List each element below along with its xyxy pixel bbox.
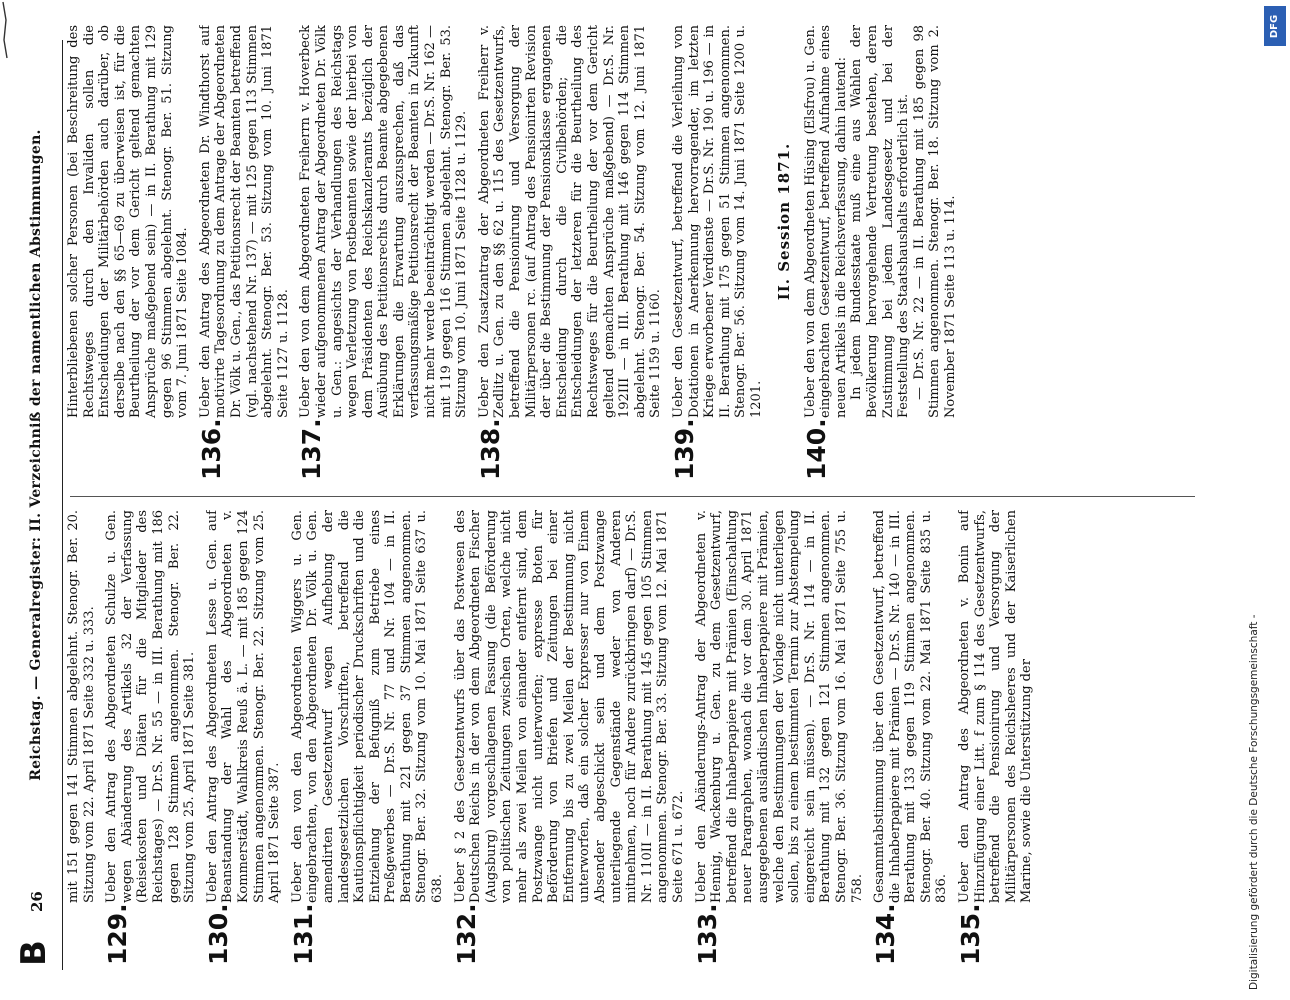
entry-130 (205, 510, 283, 965)
entry-133 (694, 510, 866, 965)
dfg-logo (1264, 6, 1286, 46)
entry-number: 134. (871, 903, 901, 965)
entry-number: 131. (288, 903, 318, 965)
entry-number: 136. (196, 418, 226, 480)
dfg-logo-text: DFG (1269, 14, 1281, 38)
binding-mark-icon (0, 0, 14, 60)
column-divider (70, 496, 1195, 497)
session-heading: II. Session 1871. (774, 142, 793, 301)
entry-text: Ueber den Abänderungs-Antrag der Abgeordneten v. Hennig, Wackenburg u. Gen. zu dem Gesetzentwurf, betreffend die Inhaberpapiere mit Prämien (Einschaltung neuer Paragraphen, wonach die vor dem 30. April 1871 ausgegebenen ausländischen Inhaberpapiere mit Prämien, welche den Bestimmungen der Vorlage nicht unterliegen sollen, bis zu einem bestimmten Termin zur Abstempelung eingereicht sein müssen). — Dr.S. Nr. 114 — in II. Berathung mit 132 gegen 121 Stimmen angenommen. Stenogr. Ber. 36. Sitzung vom 16. Mai 1871 Seite 755 u. 758. (693, 510, 865, 903)
entry-number: 129. (103, 903, 133, 965)
right-column (66, 25, 1196, 480)
entry-136 (198, 25, 292, 480)
entry-text: Ueber den Zusatzantrag der Abgeordneten Freiherr v. Zedlitz u. Gen. zu den §§ 62 u. 115 des Gesetzentwurfs, betreffend die Pensionirung und Versorgung der Militärpersonen rc. (auf Antrag des Pensionirten Revision der über die Bestimmung der Pensionsklasse ergangenen Entscheidung durch die Civilbehörden; die Entscheidungen der letzteren für die Beurtheilung des Rechtsweges für die Beurtheilung der vor dem Gericht geltend gemachten Ansprüche maßgebend) — Dr.S. Nr. 192III — in III. Berathung mit 146 gegen 114 Stimmen abgelehnt. Stenogr. Ber. 54. Sitzung vom 12. Juni 1871 Seite 1159 u. 1160. (476, 25, 664, 418)
entry-text (803, 25, 959, 418)
entry-number: 135. (956, 903, 986, 965)
entry-129 (104, 510, 198, 965)
entry-text: Ueber den Antrag des Abgeordneten Schulze u. Gen. wegen Abänderung des Artikels 32 der Verfassung (Reisekosten und Diäten für die Mitglieder des Reichstages) — Dr.S. Nr. 55 — in III. Berathung mit 186 gegen 128 Stimmen angenommen. Stenogr. Ber. 22. Sitzung vom 25. April 1871 Seite 381. (104, 510, 198, 903)
page-letter: B (14, 940, 54, 966)
entry-138 (477, 25, 664, 480)
entry-text: Ueber den Antrag des Abgeordneten v. Bonin auf Hinzufügung einer Litt. f zum § 114 des Gesetzentwurfs, betreffend die Pensionirung und Versorgung der Militärpersonen des Reichsheeres und der Kaiserlichen Marine, sowie die Unterstützung der (957, 510, 1035, 903)
right-continuation-text: Hinterbliebenen solcher Personen (bei Beschreitung des Rechtsweges durch den Invaliden sollen die Entscheidungen der Militärbehörden auch darüber, ob derselbe nach den §§ 65—69 zu überweisen ist, für die Beurtheilung der vor dem Gericht geltend gemachten Ansprüche maßgebend sein) — in II. Berathung mit 129 gegen 96 Stimmen abgelehnt. Stenogr. Ber. 51. Sitzung vom 7. Juni 1871 Seite 1084. (66, 25, 191, 418)
entry-text: Ueber den von dem Abgeordneten Freiherrn v. Hoverbeck wieder aufgenommenen Antrag der Abgeordneten Dr. Völk u. Gen.: angesichts der Verhandlungen des Reichstags wegen Verletzung von Postbeamten sowie der hierbei von dem Präsidenten des Reichskanzleramts bezüglich der Ausübung des Petitionsrechts durch Beamte abgegebenen Erklärungen die Erwartung auszusprechen, daß das verfassungsmäßige Petitionsrecht der Beamten in Zukunft nicht mehr werde beeinträchtigt werden — Dr.S. Nr. 162 — mit 119 gegen 116 Stimmen abgelehnt. Stenogr. Ber. 53. Sitzung vom 10. Juni 1871 Seite 1128 u. 1129. (298, 25, 470, 418)
entry-number: 137. (297, 418, 327, 480)
entry-135 (957, 510, 1035, 965)
entry-139 (671, 25, 765, 480)
page-header (14, 40, 63, 970)
entry-131 (290, 510, 446, 965)
entry-text: Gesammtabstimmung über den Gesetzentwurf, betreffend die Inhaberpapiere mit Prämien — Dr.S. Nr. 140 — in III. Berathung mit 133 gegen 119 Stimmen angenommen. Stenogr. Ber. 40. Sitzung vom 22. Mai 1871 Seite 835 u. 836. (872, 510, 950, 903)
entry-text: Ueber § 2 des Gesetzentwurfs über das Postwesen des Deutschen Reichs in der von dem Abgeordneten Fischer (Augsburg) vorgeschlagenen Fassung (die Beförderung von politischen Zeitungen zwischen Orten, welche nicht mehr als zwei Meilen von einander entfernt sind, dem Postzwange nicht unterworfen; expresse Boten für Beförderung von Briefen und Zeitungen bei einer Entfernung bis zu zwei Meilen der Bestimmung nicht unterworfen, daß ein solcher Expresser nur von Einem Absender abgeschickt sein und dem Postzwange unterliegende Gegenstände weder von Anderen mitnehmen, noch für Andere zurückbringen darf) — Dr.S. Nr. 110II — in II. Berathung mit 145 gegen 105 Stimmen angenommen. Stenogr. Ber. 33. Sitzung vom 12. Mai 1871 Seite 671 u. 672. (452, 510, 686, 903)
dfg-credit-text: Digitalisierung gefördert durch die Deutsche Forschungsgemeinschaft - (1248, 614, 1260, 990)
entry-text: Ueber den Antrag des Abgeordneten Dr. Windthorst auf motivirte Tagesordnung zu dem Antrage der Abgeordneten Dr. Völk u. Gen., das Petitionsrecht der Beamten betreffend (vgl. nachstehend Nr. 137) — mit 125 gegen 113 Stimmen abgelehnt. Stenogr. Ber. 53. Sitzung vom 10. Juni 1871 Seite 1127 u. 1128. (197, 25, 291, 418)
entry-number: 138. (475, 418, 505, 480)
entry-140-intro: Ueber den von dem Abgeordneten Hüsing (Elsfrou) u. Gen. eingebrachten Gesetzentwurf, betreffend Aufnahme eines neuen Artikels in die Reichsverfassung, dahin lautend: (802, 25, 849, 418)
entry-137 (298, 25, 470, 480)
page-number: 26 (28, 891, 46, 912)
entry-140-quote: In jedem Bundesstaate muß eine aus Wahlen der Bevölkerung hervorgehende Vertretung bestehen, deren Zustimmung bei jedem Landesgesetz und bei der Feststellung des Staatshaushalts erforderlich ist. (849, 25, 912, 418)
entry-number: 132. (451, 903, 481, 965)
entry-number: 139. (669, 418, 699, 480)
entry-text: Ueber den Antrag des Abgeordneten Lesse u. Gen. auf Beanstandung der Wahl des Abgeordneten v. Kommerstädt, Wahlkreis Reuß ä. L. — mit 185 gegen 124 Stimmen angenommen. Stenogr. Ber. 22. Sitzung vom 25. April 1871 Seite 387. (204, 510, 283, 903)
entry-134 (872, 510, 950, 965)
left-column (66, 510, 1196, 965)
entry-number: 130. (203, 903, 233, 965)
running-head: Reichstag. — Generalregister: II. Verzeichniß der namentlichen Abstimmungen. (28, 129, 44, 781)
entry-140 (803, 25, 959, 480)
entry-text: Ueber den von den Abgeordneten Wiggers u. Gen. eingebrachten, von den Abgeordneten Dr. Völk u. Gen. amendirten Gesetzentwurf wegen Aufhebung der landesgesetzlichen Vorschriften, betreffend die Kautionspflichtigkeit periodischer Druckschriften und die Entziehung der Befugniß zum Betriebe eines Preßgewerbes — Dr.S. Nr. 77 und Nr. 104 — in II. Berathung mit 221 gegen 37 Stimmen angenommen. Stenogr. Ber. 32. Sitzung vom 10. Mai 1871 Seite 637 u. 638. (289, 510, 446, 903)
entry-number: 133. (692, 903, 722, 965)
entry-132 (453, 510, 687, 965)
entry-number: 140. (801, 418, 831, 480)
left-continuation-text: mit 151 gegen 141 Stimmen abgelehnt. Stenogr. Ber. 20. Sitzung vom 22. April 1871 Seite 332 u. 333. (66, 510, 97, 903)
entry-140-result: — Dr.S. Nr. 22 — in II. Berathung mit 185 gegen 98 Stimmen angenommen. Stenogr. Ber. 18. Sitzung vom 2. November 1871 Seite 113 u. 114. (911, 25, 958, 418)
entry-text: Ueber den Gesetzentwurf, betreffend die Verleihung von Dotationen in Anerkennung hervorragender, im letzten Kriege erworbener Verdienste — Dr.S. Nr. 190 u. 196 — in II. Berathung mit 175 gegen 51 Stimmen angenommen. Stenogr. Ber. 56. Sitzung vom 14. Juni 1871 Seite 1200 u. 1201. (670, 25, 764, 418)
